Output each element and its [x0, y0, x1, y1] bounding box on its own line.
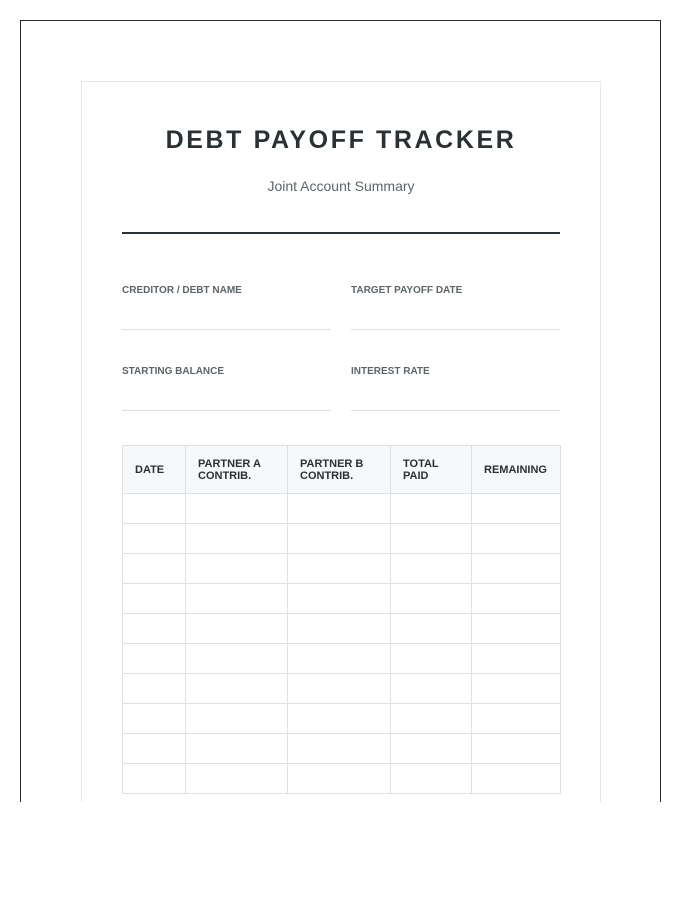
- table-cell[interactable]: [472, 614, 561, 644]
- table-cell[interactable]: [123, 764, 186, 794]
- table-cell[interactable]: [123, 584, 186, 614]
- table-row: [123, 614, 561, 644]
- column-header-line: TOTAL: [403, 457, 439, 470]
- target-date-field: [351, 285, 560, 330]
- table-body: [123, 494, 561, 794]
- table-cell[interactable]: [288, 524, 391, 554]
- table-row: [123, 704, 561, 734]
- interest-rate-input[interactable]: [351, 382, 560, 408]
- column-header-line: CONTRIB.: [300, 469, 354, 482]
- table-cell[interactable]: [186, 704, 288, 734]
- table-cell[interactable]: [123, 494, 186, 524]
- starting-balance-field: [122, 366, 331, 411]
- target-date-input[interactable]: [351, 301, 560, 327]
- table-cell[interactable]: [186, 494, 288, 524]
- creditor-field: [122, 285, 331, 330]
- table-cell[interactable]: [123, 704, 186, 734]
- title-divider: [122, 232, 560, 234]
- table-cell[interactable]: [391, 644, 472, 674]
- table-cell[interactable]: [186, 734, 288, 764]
- table-cell[interactable]: [472, 764, 561, 794]
- table-cell[interactable]: [472, 644, 561, 674]
- column-header-line: PARTNER B: [300, 457, 364, 470]
- table-cell[interactable]: [288, 764, 391, 794]
- table-cell[interactable]: [472, 554, 561, 584]
- table-cell[interactable]: [391, 554, 472, 584]
- column-header-line: CONTRIB.: [198, 469, 252, 482]
- interest-rate-field: [351, 366, 560, 411]
- table-cell[interactable]: [288, 734, 391, 764]
- column-header-partner-b: [288, 446, 391, 494]
- table-cell[interactable]: [472, 674, 561, 704]
- table-cell[interactable]: [288, 704, 391, 734]
- table-cell[interactable]: [288, 644, 391, 674]
- table-cell[interactable]: [186, 584, 288, 614]
- target-date-label: TARGET PAYOFF DATE: [351, 285, 463, 296]
- table-cell[interactable]: [391, 614, 472, 644]
- tracker-sheet: [81, 81, 601, 802]
- table-cell[interactable]: [288, 614, 391, 644]
- starting-balance-label: STARTING BALANCE: [122, 366, 225, 377]
- column-header-date: [123, 446, 186, 494]
- creditor-label: CREDITOR / DEBT NAME: [122, 285, 242, 296]
- interest-rate-label: INTEREST RATE: [351, 366, 430, 377]
- table-row: [123, 674, 561, 704]
- table-row: [123, 584, 561, 614]
- table-cell[interactable]: [391, 524, 472, 554]
- page-title: DEBT PAYOFF TRACKER: [165, 126, 517, 154]
- table-cell[interactable]: [288, 584, 391, 614]
- table-cell[interactable]: [123, 554, 186, 584]
- page-subtitle: Joint Account Summary: [267, 178, 415, 194]
- table-cell[interactable]: [472, 734, 561, 764]
- table-cell[interactable]: [186, 674, 288, 704]
- table-row: [123, 644, 561, 674]
- table-cell[interactable]: [391, 734, 472, 764]
- table-cell[interactable]: [391, 494, 472, 524]
- column-header-remaining: [472, 446, 561, 494]
- table-cell[interactable]: [472, 494, 561, 524]
- creditor-input[interactable]: [122, 301, 331, 327]
- table-cell[interactable]: [186, 554, 288, 584]
- table-cell[interactable]: [186, 764, 288, 794]
- table-row: [123, 764, 561, 794]
- table-cell[interactable]: [123, 674, 186, 704]
- table-cell[interactable]: [123, 734, 186, 764]
- table-cell[interactable]: [472, 704, 561, 734]
- table-cell[interactable]: [288, 494, 391, 524]
- table-cell[interactable]: [288, 554, 391, 584]
- column-header-total-paid: [391, 446, 472, 494]
- starting-balance-input[interactable]: [122, 382, 331, 408]
- table-cell[interactable]: [123, 644, 186, 674]
- table-cell[interactable]: [391, 764, 472, 794]
- table-row: [123, 554, 561, 584]
- table-cell[interactable]: [391, 584, 472, 614]
- payment-table: [122, 445, 561, 794]
- table-cell[interactable]: [472, 524, 561, 554]
- column-header-line: REMAINING: [484, 463, 547, 476]
- table-row: [123, 524, 561, 554]
- table-cell[interactable]: [186, 614, 288, 644]
- table-cell[interactable]: [288, 674, 391, 704]
- table-header-row: [123, 446, 561, 494]
- column-header-line: DATE: [135, 463, 165, 476]
- table-cell[interactable]: [391, 674, 472, 704]
- table-row: [123, 734, 561, 764]
- table-cell[interactable]: [186, 524, 288, 554]
- column-header-line: PARTNER A: [198, 457, 261, 470]
- table-cell[interactable]: [391, 704, 472, 734]
- table-cell[interactable]: [123, 524, 186, 554]
- column-header-line: PAID: [403, 469, 429, 482]
- table-row: [123, 494, 561, 524]
- table-cell[interactable]: [123, 614, 186, 644]
- table-cell[interactable]: [186, 644, 288, 674]
- column-header-partner-a: [186, 446, 288, 494]
- table-cell[interactable]: [472, 584, 561, 614]
